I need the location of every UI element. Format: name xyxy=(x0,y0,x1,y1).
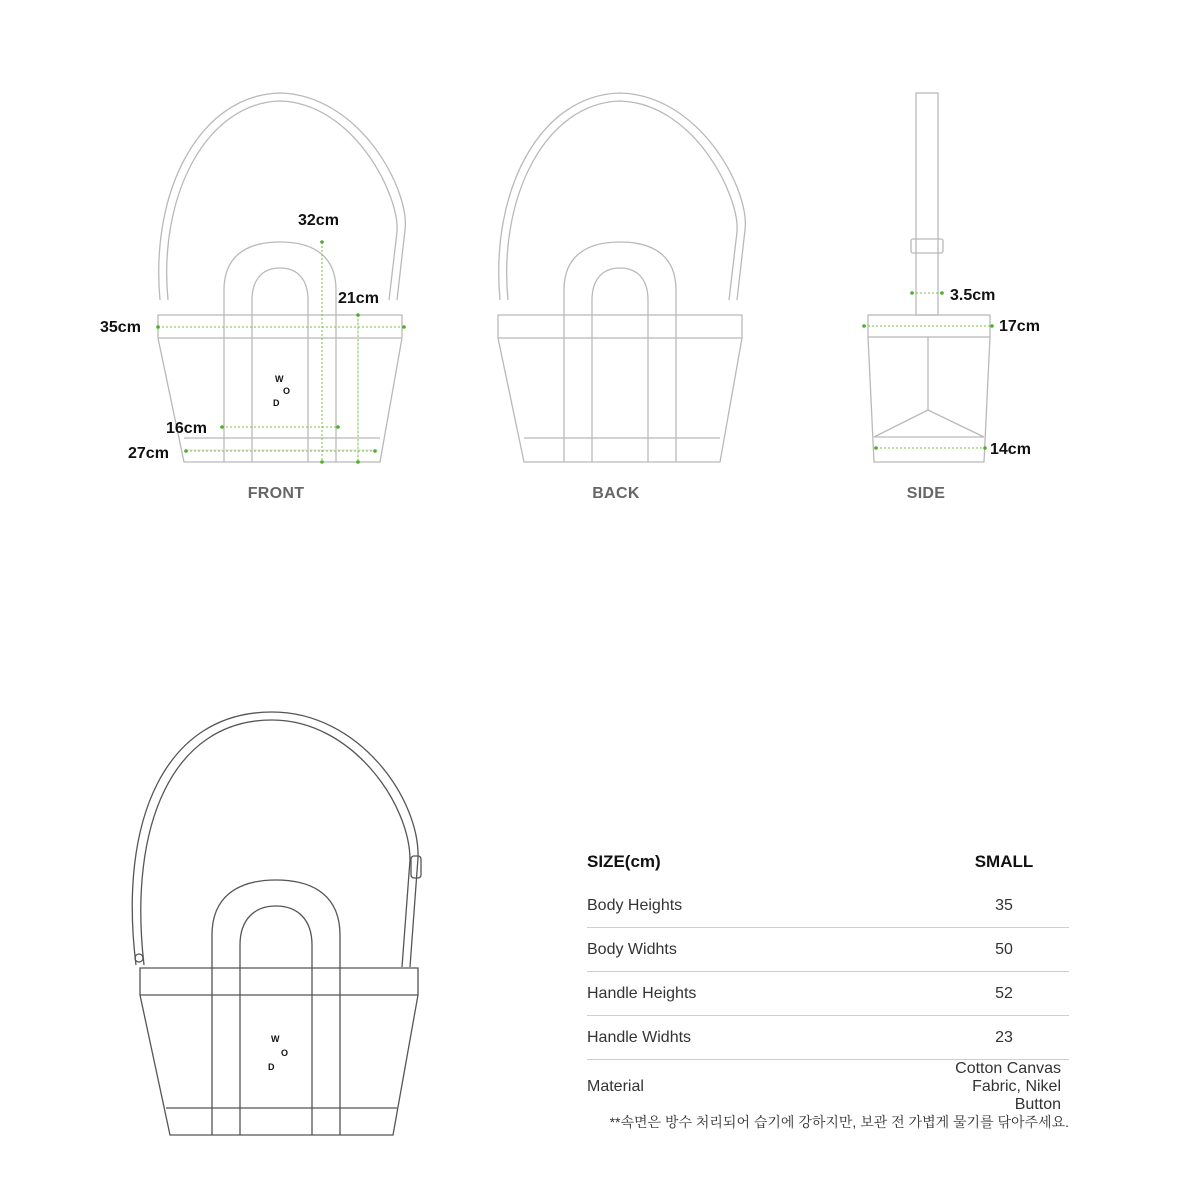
front-view xyxy=(100,93,406,502)
front-view-label: FRONT xyxy=(247,485,305,502)
row-value: 50 xyxy=(939,928,1069,972)
dim-body-height: 21cm xyxy=(338,290,379,307)
table-row xyxy=(587,1060,1069,1115)
back-body xyxy=(498,315,742,462)
back-shoulder-strap xyxy=(499,93,746,300)
perspective-logo-w: W xyxy=(271,1034,280,1044)
dim-depth-top: 17cm xyxy=(999,318,1040,335)
table-row xyxy=(587,884,1069,928)
front-body xyxy=(158,315,402,462)
dim-strap-width: 3.5cm xyxy=(950,287,996,304)
row-value: 23 xyxy=(939,1016,1069,1060)
dim-width-top: 35cm xyxy=(100,319,141,336)
perspective-logo-d: D xyxy=(268,1062,275,1072)
perspective-body xyxy=(140,968,418,1135)
row-label: Body Heights xyxy=(587,884,939,928)
dim-strap-height: 32cm xyxy=(298,212,339,229)
size-table xyxy=(587,840,1069,1114)
front-shoulder-strap xyxy=(159,93,406,300)
dim-handle-drop: 16cm xyxy=(166,420,207,437)
perspective-shoulder-strap xyxy=(132,712,418,967)
perspective-view xyxy=(132,712,421,1135)
side-body xyxy=(868,337,990,462)
side-view-label: SIDE xyxy=(906,485,946,502)
row-label: Handle Widhts xyxy=(587,1016,939,1060)
front-logo-w: W xyxy=(275,374,284,384)
back-view xyxy=(498,93,745,502)
table-row xyxy=(587,972,1069,1016)
row-value: Cotton Canvas Fabric, Nikel Button xyxy=(955,1060,1061,1113)
dim-depth-bottom: 14cm xyxy=(990,441,1031,458)
perspective-logo-o: O xyxy=(281,1048,289,1058)
dim-width-bottom: 27cm xyxy=(128,445,169,462)
row-value: 52 xyxy=(939,972,1069,1016)
care-note: **속면은 방수 처리되어 습기에 강하지만, 보관 전 가볍게 물기를 닦아주세요. xyxy=(609,1114,1069,1130)
side-view xyxy=(862,93,1040,502)
table-row xyxy=(587,1016,1069,1060)
row-label: Body Widhts xyxy=(587,928,939,972)
size-table-header xyxy=(587,840,1069,884)
back-handle xyxy=(564,242,676,462)
size-header-label: SIZE(cm) xyxy=(587,852,661,871)
front-logo-d: D xyxy=(273,398,280,408)
row-label: Material xyxy=(587,1078,644,1095)
row-label: Handle Heights xyxy=(587,972,939,1016)
row-value: 35 xyxy=(939,884,1069,928)
front-logo-o: O xyxy=(283,386,291,396)
table-row xyxy=(587,928,1069,972)
perspective-handle xyxy=(212,880,340,1135)
front-handle xyxy=(224,242,336,462)
size-header-value: SMALL xyxy=(974,852,1034,871)
back-view-label: BACK xyxy=(592,485,640,502)
side-strap xyxy=(916,93,938,315)
